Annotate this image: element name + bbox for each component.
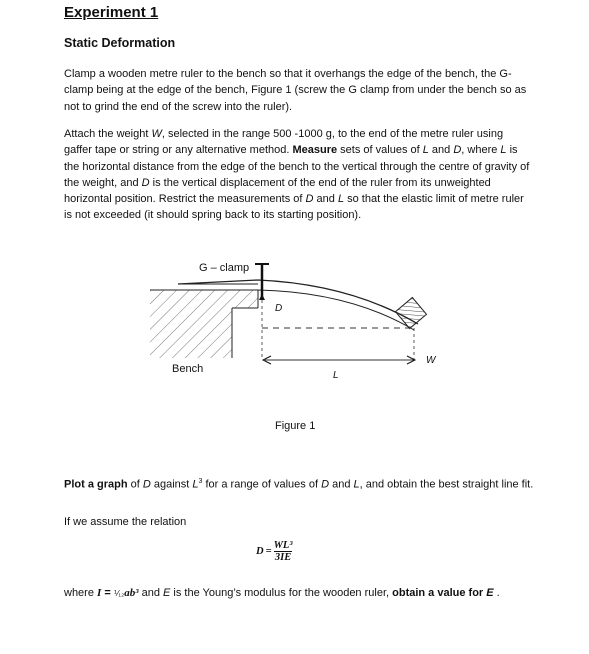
d-label: D <box>275 303 283 314</box>
figure-1-diagram <box>0 250 589 420</box>
instruction-paragraph-2: Attach the weight W, selected in the range 500 -1000 g, to the end of the metre ruler using gaffer tape or string or any alternative method. Measure sets of values of L and D, where L is the horizontal distance from the edge of the bench to the vertical through the centre of gravity of the weight, and D is the vertical displacement of the end of the ruler from its unweighted horizontal position. Restrict the measurements of D and L so that the elastic limit of metre ruler is not exceeded (it should spring back to its starting position). <box>64 128 530 222</box>
section-subtitle: Static Deformation <box>64 36 176 50</box>
formula-equals: = <box>265 546 272 557</box>
l-label: L <box>333 370 339 381</box>
formula-denominator: 3IE <box>274 552 292 563</box>
figure-caption: Figure 1 <box>275 420 316 432</box>
page-title: Experiment 1 <box>64 4 159 21</box>
formula-numerator: WL³ <box>273 540 293 551</box>
where-clause: where I = ⅟₁₂ab³ and E is the Young’s modulus for the wooden ruler, obtain a value for E . <box>64 587 500 599</box>
bench-label: Bench <box>172 363 204 375</box>
weight-block <box>396 298 427 329</box>
deflection-formula <box>256 540 292 563</box>
bench-hatched <box>150 290 258 358</box>
d-arrowhead <box>259 294 265 300</box>
g-clamp-label: G – clamp <box>199 262 250 274</box>
assumption-text: If we assume the relation <box>64 516 187 528</box>
w-label: W <box>426 355 436 366</box>
plot-instruction: Plot a graph of D against $L^3$ for a range of values of D and L, and obtain the best straight line fit. <box>64 478 534 491</box>
formula-lhs: D <box>256 546 264 557</box>
instruction-paragraph-1: Clamp a wooden metre ruler to the bench so that it overhangs the edge of the bench, the G-clamp being at the edge of the bench, Figure 1 (screw the G clamp from under the bench so as not to grind the end of the screw into the ruler). <box>64 68 527 113</box>
